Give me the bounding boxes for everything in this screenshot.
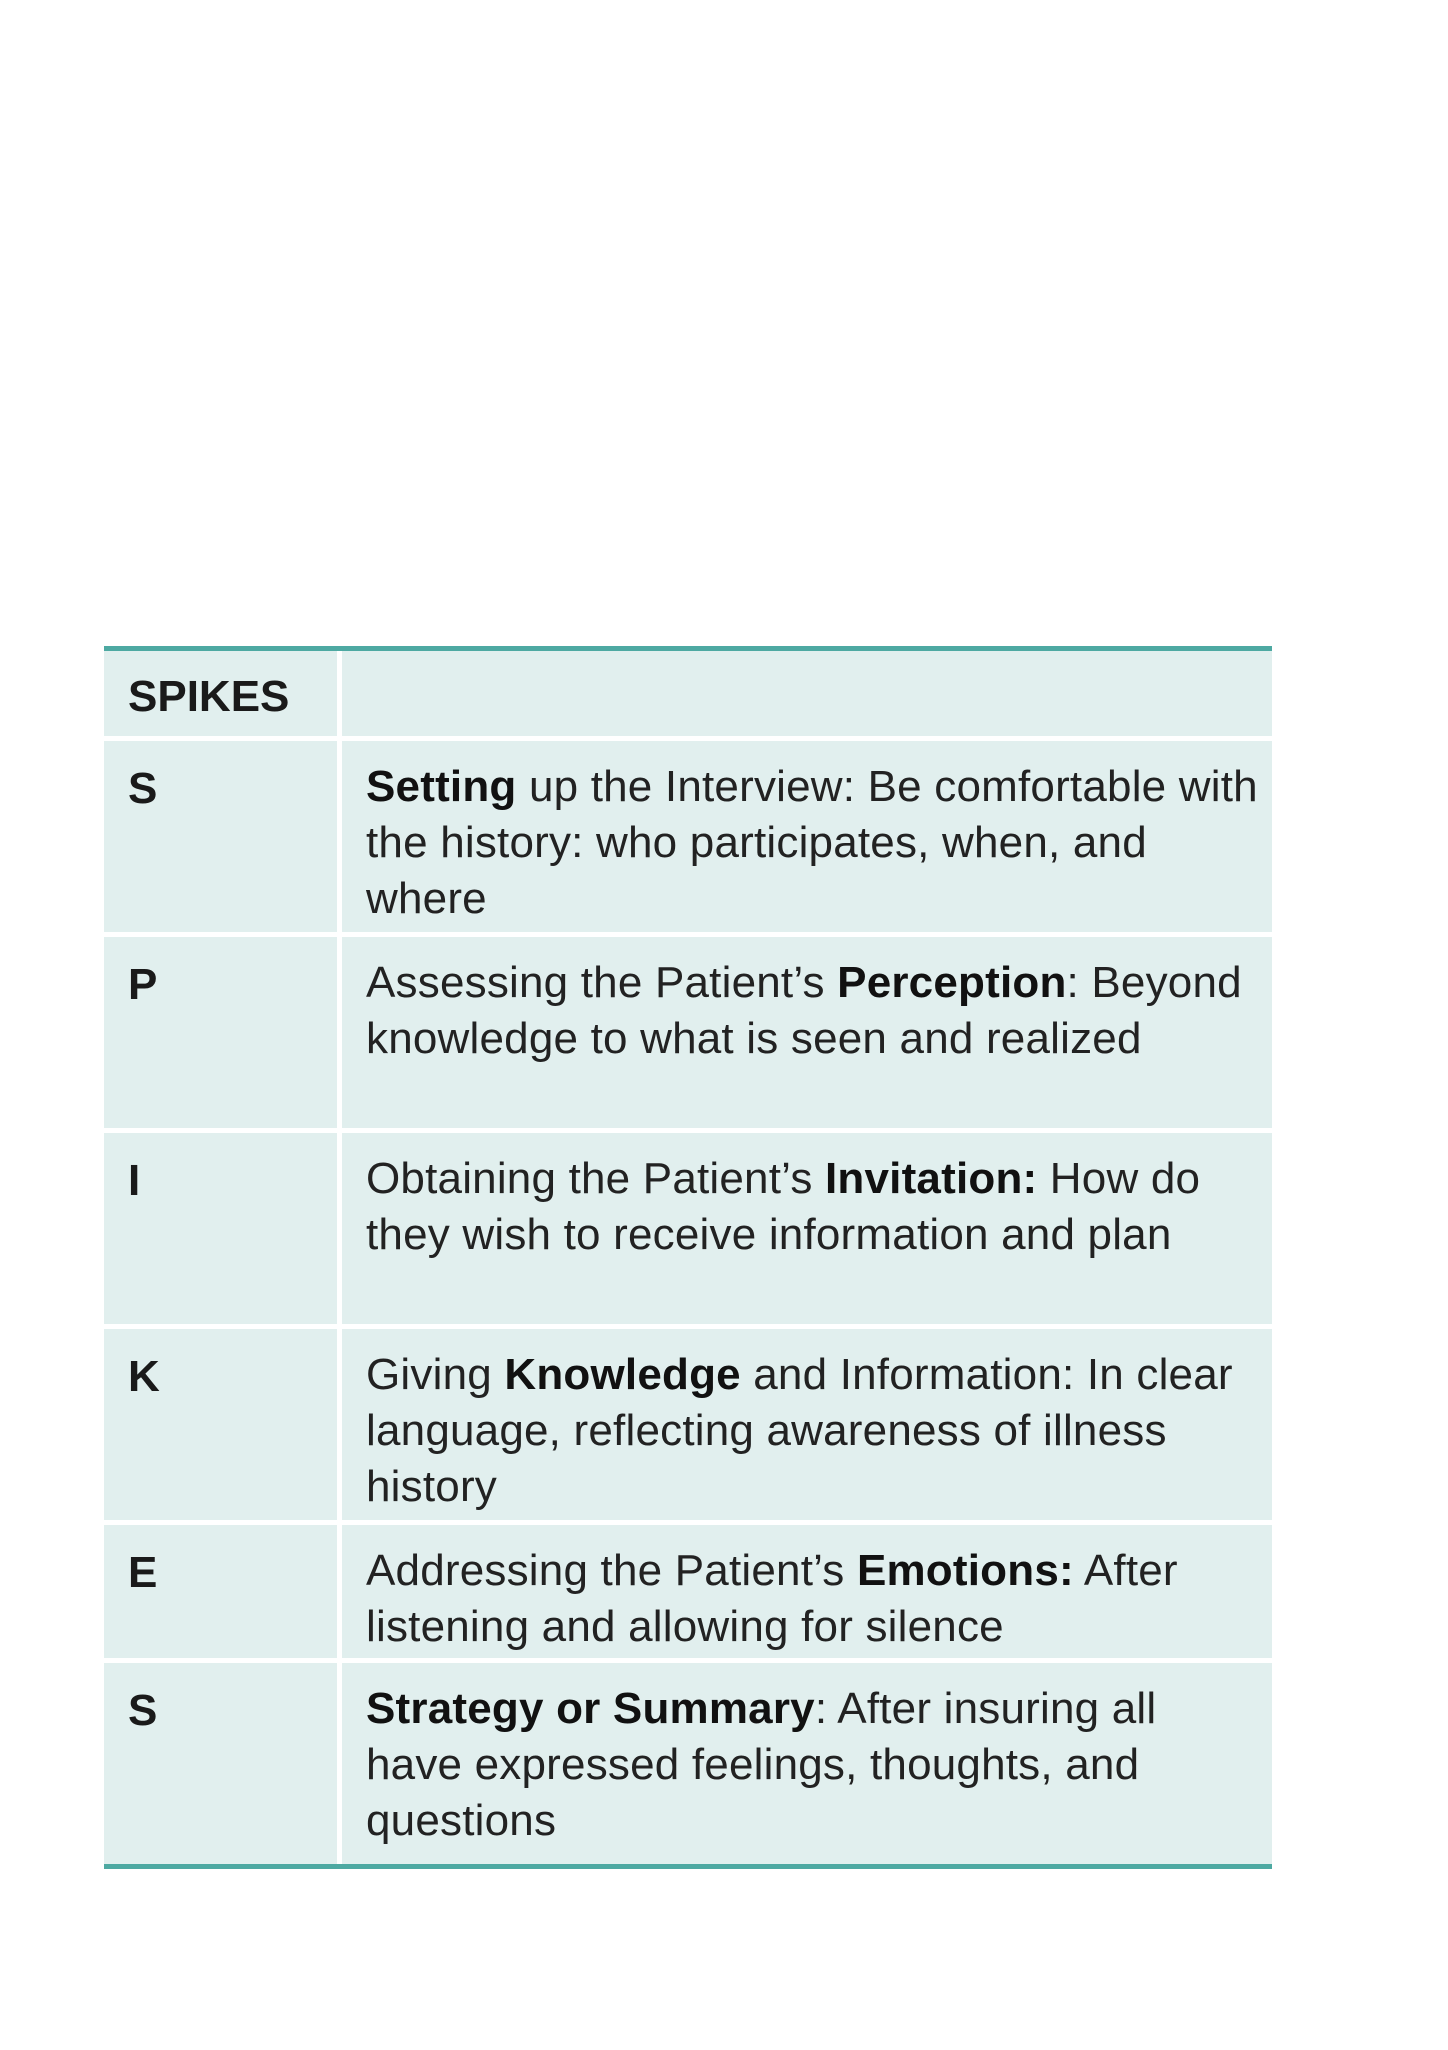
table-row (104, 1329, 1272, 1520)
keyword-setting: Setting (366, 762, 517, 811)
row-description-knowledge (342, 1329, 1272, 1520)
table-row (104, 937, 1272, 1128)
description-text: up the Interview: Be comfortable with the history: who participates, when, and where (366, 762, 1258, 923)
table-header-description (342, 651, 1272, 736)
table-row (104, 1133, 1272, 1324)
table-title: SPIKES (104, 651, 337, 736)
row-description-setting (342, 741, 1272, 932)
row-description-perception (342, 937, 1272, 1128)
description-text: : After insuring all have expressed feelings, thoughts, and questions (366, 1684, 1157, 1845)
row-description-strategy (342, 1663, 1272, 1864)
row-description-invitation (342, 1133, 1272, 1324)
table-row (104, 1525, 1272, 1658)
keyword-knowledge: Knowledge (504, 1350, 741, 1399)
row-letter-s: S (104, 741, 337, 932)
row-letter-s: S (104, 1663, 337, 1864)
row-description-emotions (342, 1525, 1272, 1658)
table-header-row (104, 651, 1272, 736)
row-letter-e: E (104, 1525, 337, 1658)
table-row (104, 741, 1272, 932)
description-text: and Information: In clear language, reflecting awareness of illness history (366, 1350, 1233, 1511)
spikes-table (104, 646, 1272, 1869)
description-text: Addressing the Patient’s (366, 1546, 857, 1595)
row-letter-i: I (104, 1133, 337, 1324)
description-text: : Beyond knowledge to what is seen and realized (366, 958, 1242, 1063)
table-row (104, 1663, 1272, 1864)
keyword-invitation: Invitation: (824, 1154, 1038, 1203)
description-text: Giving (366, 1350, 505, 1399)
row-letter-k: K (104, 1329, 337, 1520)
keyword-strategy: Strategy or Summary (366, 1684, 815, 1733)
row-letter-p: P (104, 937, 337, 1128)
description-text: After listening and allowing for silence (366, 1546, 1178, 1651)
keyword-perception: Perception (837, 958, 1067, 1007)
description-text: How do they wish to receive information and plan (366, 1154, 1201, 1259)
description-text: Assessing the Patient’s (366, 958, 838, 1007)
description-text: Obtaining the Patient’s (366, 1154, 825, 1203)
keyword-emotions: Emotions: (856, 1546, 1074, 1595)
